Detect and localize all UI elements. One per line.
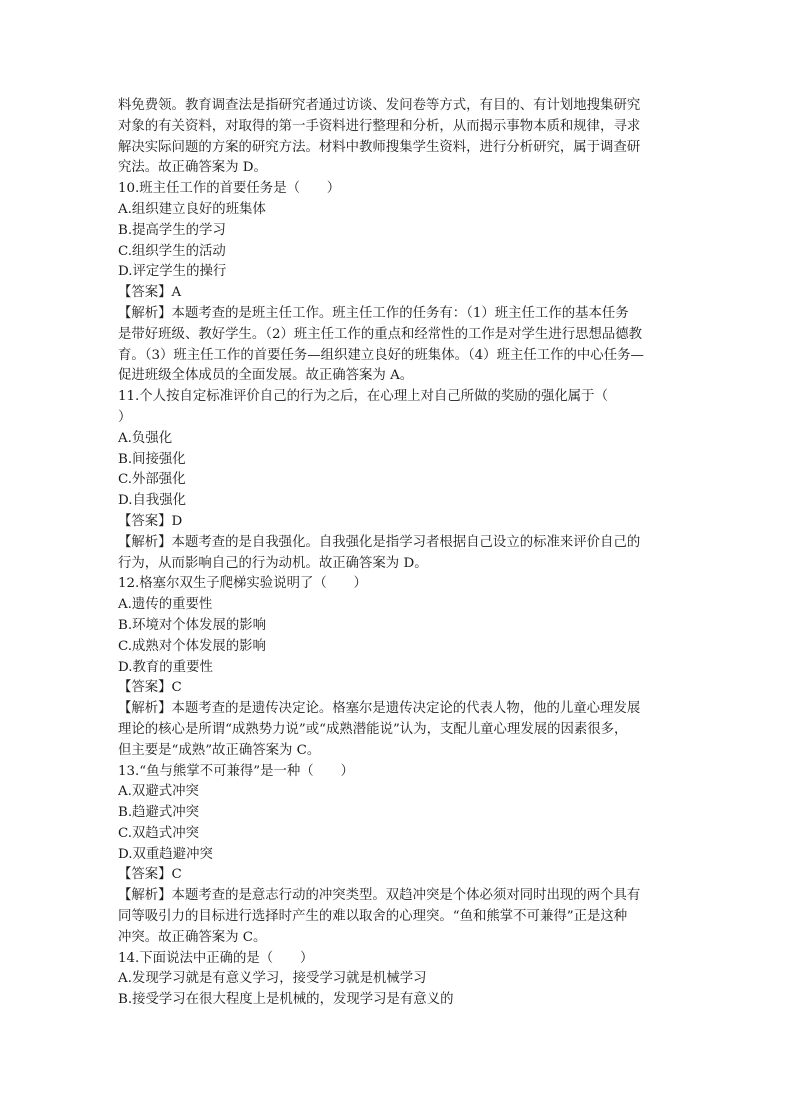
option-item: B.环境对个体发展的影响	[118, 617, 267, 633]
document-page	[118, 96, 678, 1011]
analysis-line: 行为，从而影响自己的行为动机。故正确答案为 D。	[118, 555, 428, 571]
analysis-line: 【解析】本题考查的是意志行动的冲突类型。双趋冲突是个体必须对同时出现的两个具有	[118, 888, 641, 904]
option-item: C.组织学生的活动	[118, 243, 226, 259]
question-stem: ）	[118, 409, 132, 425]
answer-line: 【答案】C	[118, 680, 182, 696]
option-item: C.外部强化	[118, 472, 186, 488]
analysis-line: 是带好班级、教好学生。（2）班主任工作的重点和经常性的工作是对学生进行思想品德教	[118, 326, 643, 342]
answer-line: 【答案】A	[118, 285, 182, 301]
option-item: D.自我强化	[118, 493, 187, 509]
analysis-line: 对象的有关资料，对取得的第一手资料进行整理和分析，从而揭示事物本质和规律，寻求	[118, 118, 641, 134]
question-stem: 10.班主任工作的首要任务是（ ）	[118, 181, 341, 197]
analysis-line: 育。（3）班主任工作的首要任务—组织建立良好的班集体。（4）班主任工作的中心任务—	[118, 347, 644, 363]
analysis-line: 【解析】本题考查的是班主任工作。班主任工作的任务有：（1）班主任工作的基本任务	[118, 305, 629, 321]
option-item: A.遗传的重要性	[118, 597, 213, 613]
answer-line: 【答案】C	[118, 867, 182, 883]
answer-line: 【答案】D	[118, 513, 183, 529]
question-stem: 13.“鱼与熊掌不可兼得”是一种（ ）	[118, 763, 354, 779]
analysis-line: 理论的核心是所谓“成熟势力说”或“成熟潜能说”认为，支配儿童心理发展的因素很多，	[118, 721, 628, 737]
analysis-line: 【解析】本题考查的是遗传决定论。格塞尔是遗传决定论的代表人物，他的儿童心理发展	[118, 701, 641, 717]
option-item: B.间接强化	[118, 451, 186, 467]
option-item: C.成熟对个体发展的影响	[118, 638, 266, 654]
option-item: D.评定学生的操行	[118, 264, 227, 280]
option-item: A.负强化	[118, 430, 173, 446]
option-item: C.双趋式冲突	[118, 825, 199, 841]
analysis-line: 料免费领。教育调查法是指研究者通过访谈、发问卷等方式，有目的、有计划地搜集研究	[118, 98, 641, 113]
option-item: A.双避式冲突	[118, 784, 199, 800]
option-item: A.发现学习就是有意义学习，接受学习就是机械学习	[118, 971, 427, 987]
question-stem: 14.下面说法中正确的是（ ）	[118, 950, 314, 966]
analysis-line: 促进班级全体成员的全面发展。故正确答案为 A。	[118, 368, 414, 384]
question-stem: 11.个人按自定标准评价自己的行为之后，在心理上对自己所做的奖励的强化属于（	[118, 389, 608, 405]
option-item: B.趋避式冲突	[118, 805, 200, 821]
option-item: D.教育的重要性	[118, 659, 213, 675]
analysis-line: 究法。故正确答案为 D。	[118, 160, 267, 176]
analysis-line: 同等吸引力的目标进行选择时产生的难以取舍的心理突。“鱼和熊掌不可兼得”正是这种	[118, 909, 628, 925]
analysis-line: 冲突。故正确答案为 C。	[118, 929, 267, 945]
analysis-line: 解决实际问题的方案的研究方法。材料中教师搜集学生资料，进行分析研究，属于调查研	[118, 139, 641, 155]
analysis-line: 【解析】本题考查的是自我强化。自我强化是指学习者根据自己设立的标准来评价自己的	[118, 534, 641, 550]
option-item: B.提高学生的学习	[118, 222, 226, 238]
option-item: D.双重趋避冲突	[118, 846, 213, 862]
option-item: A.组织建立良好的班集体	[118, 201, 266, 217]
analysis-line: 但主要是“成熟”故正确答案为 C。	[118, 742, 321, 758]
option-item: B.接受学习在很大程度上是机械的，发现学习是有意义的	[118, 992, 454, 1008]
question-stem: 12.格塞尔双生子爬梯实验说明了（ ）	[118, 576, 367, 592]
